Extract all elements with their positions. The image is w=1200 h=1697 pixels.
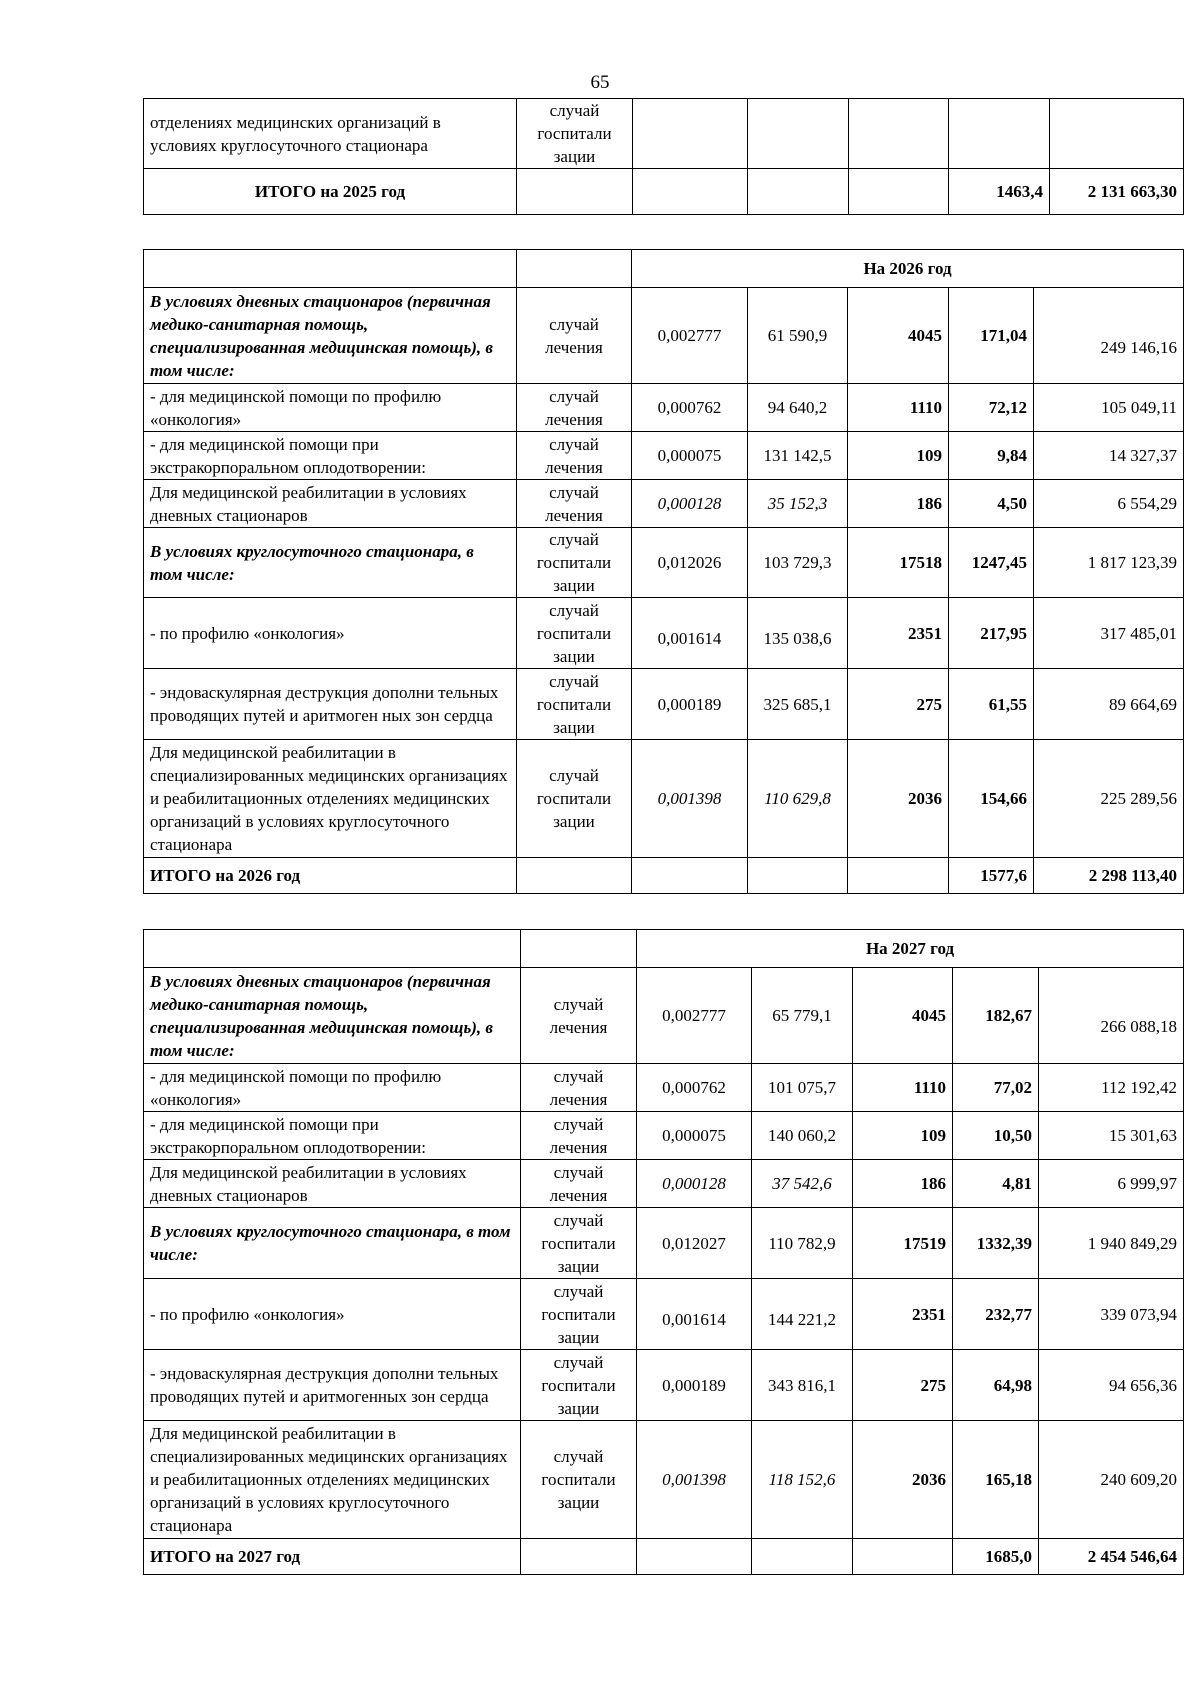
row-cost: 35 152,3 (748, 480, 848, 528)
row-name: отделениях медицинских организаций в условиях круглосуточного стационара (144, 99, 517, 169)
row-unit: случай госпитали зации (517, 740, 632, 858)
row-unit: случай лечения (521, 1064, 637, 1112)
row-cost: 37 542,6 (752, 1160, 853, 1208)
row-norm: 0,000128 (637, 1160, 752, 1208)
row-count: 2036 (848, 740, 949, 858)
row-sum: 94 656,36 (1039, 1350, 1184, 1421)
row-name: - эндоваскулярная деструкция дополни тельных проводящих путей и аритмоген ных зон сердца (144, 669, 517, 740)
row-per-capita: 64,98 (953, 1350, 1039, 1421)
total-value: 1577,6 (949, 858, 1034, 894)
row-per-capita: 77,02 (953, 1064, 1039, 1112)
row-unit: случай госпитали зации (517, 669, 632, 740)
row-cost: 140 060,2 (752, 1112, 853, 1160)
table-row (144, 598, 1184, 669)
row-sum: 249 146,16 (1034, 288, 1184, 384)
row-unit: случай госпитали зации (521, 1350, 637, 1421)
row-cost: 118 152,6 (752, 1421, 853, 1539)
total-sum: 2 298 113,40 (1034, 858, 1184, 894)
row-cost: 65 779,1 (752, 968, 853, 1064)
row-count: 186 (853, 1160, 953, 1208)
row-per-capita: 61,55 (949, 669, 1034, 740)
row-name: В условиях круглосуточного стационара, в том числе: (144, 528, 517, 598)
row-norm: 0,000762 (637, 1064, 752, 1112)
row-norm: 0,001614 (637, 1279, 752, 1350)
table-row (144, 432, 1184, 480)
row-name: - для медицинской помощи по профилю «онкология» (144, 384, 517, 432)
row-norm: 0,001398 (637, 1421, 752, 1539)
row-unit: случай лечения (517, 480, 632, 528)
row-per-capita: 10,50 (953, 1112, 1039, 1160)
row-cost: 101 075,7 (752, 1064, 853, 1112)
row-count: 4045 (848, 288, 949, 384)
row-norm: 0,000189 (637, 1350, 752, 1421)
row-count: 2351 (848, 598, 949, 669)
year-header: На 2026 год (632, 250, 1184, 288)
row-per-capita: 165,18 (953, 1421, 1039, 1539)
table-2027 (143, 929, 1184, 1575)
row-unit: случай лечения (521, 968, 637, 1064)
row-per-capita: 72,12 (949, 384, 1034, 432)
header-row (144, 250, 1184, 288)
row-cost: 343 816,1 (752, 1350, 853, 1421)
row-unit: случай госпитали зации (521, 1208, 637, 1279)
row-sum: 15 301,63 (1039, 1112, 1184, 1160)
row-unit: случай госпитали зации (517, 99, 633, 169)
row-sum: 1 817 123,39 (1034, 528, 1184, 598)
row-cost: 110 782,9 (752, 1208, 853, 1279)
row-name: - по профилю «онкология» (144, 598, 517, 669)
row-count: 275 (848, 669, 949, 740)
row-count: 109 (848, 432, 949, 480)
row-cost: 144 221,2 (752, 1279, 853, 1350)
table-row (144, 288, 1184, 384)
row-per-capita: 4,81 (953, 1160, 1039, 1208)
row-name: - для медицинской помощи при экстракорпоральном оплодотворении: (144, 1112, 521, 1160)
total-label: ИТОГО на 2026 год (144, 858, 517, 894)
row-per-capita: 9,84 (949, 432, 1034, 480)
row-unit: случай лечения (517, 384, 632, 432)
row-unit: случай лечения (517, 288, 632, 384)
row-sum: 317 485,01 (1034, 598, 1184, 669)
row-name: - эндоваскулярная деструкция дополни тельных проводящих путей и аритмогенных зон сердца (144, 1350, 521, 1421)
row-count: 109 (853, 1112, 953, 1160)
row-norm: 0,001398 (632, 740, 748, 858)
row-cost: 110 629,8 (748, 740, 848, 858)
row-unit: случай госпитали зации (521, 1279, 637, 1350)
row-cost: 94 640,2 (748, 384, 848, 432)
row-count: 17519 (853, 1208, 953, 1279)
row-norm: 0,012026 (632, 528, 748, 598)
row-norm: 0,012027 (637, 1208, 752, 1279)
row-unit: случай лечения (517, 432, 632, 480)
total-value: 1463,4 (949, 169, 1050, 215)
table-row (144, 740, 1184, 858)
row-sum: 112 192,42 (1039, 1064, 1184, 1112)
row-count: 17518 (848, 528, 949, 598)
row-name: Для медицинской реабилитации в специализированных медицинских организациях и реабилитационных отделениях медицинских организаций в условиях круглосуточного стационара (144, 1421, 521, 1539)
row-cost: 131 142,5 (748, 432, 848, 480)
row-norm: 0,000762 (632, 384, 748, 432)
table-row (144, 1421, 1184, 1539)
row-unit: случай лечения (521, 1160, 637, 1208)
table-row (144, 1350, 1184, 1421)
table-row (144, 99, 1184, 169)
row-name: В условиях дневных стационаров (первичная медико-санитарная помощь, специализированная медицинская помощь), в том числе: (144, 288, 517, 384)
header-row (144, 930, 1184, 968)
row-sum: 14 327,37 (1034, 432, 1184, 480)
total-row (144, 858, 1184, 894)
row-per-capita: 154,66 (949, 740, 1034, 858)
row-norm: 0,002777 (632, 288, 748, 384)
row-sum: 105 049,11 (1034, 384, 1184, 432)
total-row (144, 1539, 1184, 1575)
row-count: 275 (853, 1350, 953, 1421)
table-row (144, 968, 1184, 1064)
row-count: 4045 (853, 968, 953, 1064)
row-name: В условиях круглосуточного стационара, в том числе: (144, 1208, 521, 1279)
total-row (144, 169, 1184, 215)
row-count: 186 (848, 480, 949, 528)
total-sum: 2 131 663,30 (1050, 169, 1184, 215)
table-2025 (143, 98, 1184, 215)
row-cost: 61 590,9 (748, 288, 848, 384)
table-row (144, 1160, 1184, 1208)
table-row (144, 1112, 1184, 1160)
table-row (144, 1279, 1184, 1350)
row-name: В условиях дневных стационаров (первичная медико-санитарная помощь, специализированная медицинская помощь), в том числе: (144, 968, 521, 1064)
row-name: - для медицинской помощи при экстракорпоральном оплодотворении: (144, 432, 517, 480)
row-per-capita: 1332,39 (953, 1208, 1039, 1279)
total-label: ИТОГО на 2027 год (144, 1539, 521, 1575)
row-norm: 0,000075 (637, 1112, 752, 1160)
row-norm: 0,000075 (632, 432, 748, 480)
row-sum: 1 940 849,29 (1039, 1208, 1184, 1279)
row-per-capita: 217,95 (949, 598, 1034, 669)
table-row (144, 1064, 1184, 1112)
row-norm: 0,000128 (632, 480, 748, 528)
row-per-capita: 171,04 (949, 288, 1034, 384)
row-unit: случай лечения (521, 1112, 637, 1160)
row-norm: 0,000189 (632, 669, 748, 740)
row-sum: 6 554,29 (1034, 480, 1184, 528)
table-row (144, 528, 1184, 598)
row-per-capita: 182,67 (953, 968, 1039, 1064)
table-row (144, 669, 1184, 740)
row-name: Для медицинской реабилитации в условиях дневных стационаров (144, 480, 517, 528)
row-sum: 266 088,18 (1039, 968, 1184, 1064)
row-unit: случай госпитали зации (521, 1421, 637, 1539)
row-cost: 325 685,1 (748, 669, 848, 740)
year-header: На 2027 год (637, 930, 1184, 968)
row-count: 1110 (848, 384, 949, 432)
row-cost: 135 038,6 (748, 598, 848, 669)
row-sum: 89 664,69 (1034, 669, 1184, 740)
row-norm: 0,001614 (632, 598, 748, 669)
table-2026 (143, 249, 1184, 894)
row-sum: 339 073,94 (1039, 1279, 1184, 1350)
row-norm: 0,002777 (637, 968, 752, 1064)
row-sum: 240 609,20 (1039, 1421, 1184, 1539)
row-per-capita: 4,50 (949, 480, 1034, 528)
row-count: 1110 (853, 1064, 953, 1112)
row-unit: случай госпитали зации (517, 528, 632, 598)
row-name: Для медицинской реабилитации в условиях дневных стационаров (144, 1160, 521, 1208)
row-unit: случай госпитали зации (517, 598, 632, 669)
table-row (144, 384, 1184, 432)
row-name: - для медицинской помощи по профилю «онкология» (144, 1064, 521, 1112)
row-name: Для медицинской реабилитации в специализированных медицинских организациях и реабилитационных отделениях медицинских организаций в условиях круглосуточного стационара (144, 740, 517, 858)
row-sum: 225 289,56 (1034, 740, 1184, 858)
row-sum: 6 999,97 (1039, 1160, 1184, 1208)
total-value: 1685,0 (953, 1539, 1039, 1575)
total-sum: 2 454 546,64 (1039, 1539, 1184, 1575)
row-per-capita: 232,77 (953, 1279, 1039, 1350)
total-label: ИТОГО на 2025 год (144, 169, 517, 215)
table-row (144, 480, 1184, 528)
row-cost: 103 729,3 (748, 528, 848, 598)
row-per-capita: 1247,45 (949, 528, 1034, 598)
table-row (144, 1208, 1184, 1279)
row-name: - по профилю «онкология» (144, 1279, 521, 1350)
page-number: 65 (590, 72, 610, 93)
row-count: 2351 (853, 1279, 953, 1350)
row-count: 2036 (853, 1421, 953, 1539)
